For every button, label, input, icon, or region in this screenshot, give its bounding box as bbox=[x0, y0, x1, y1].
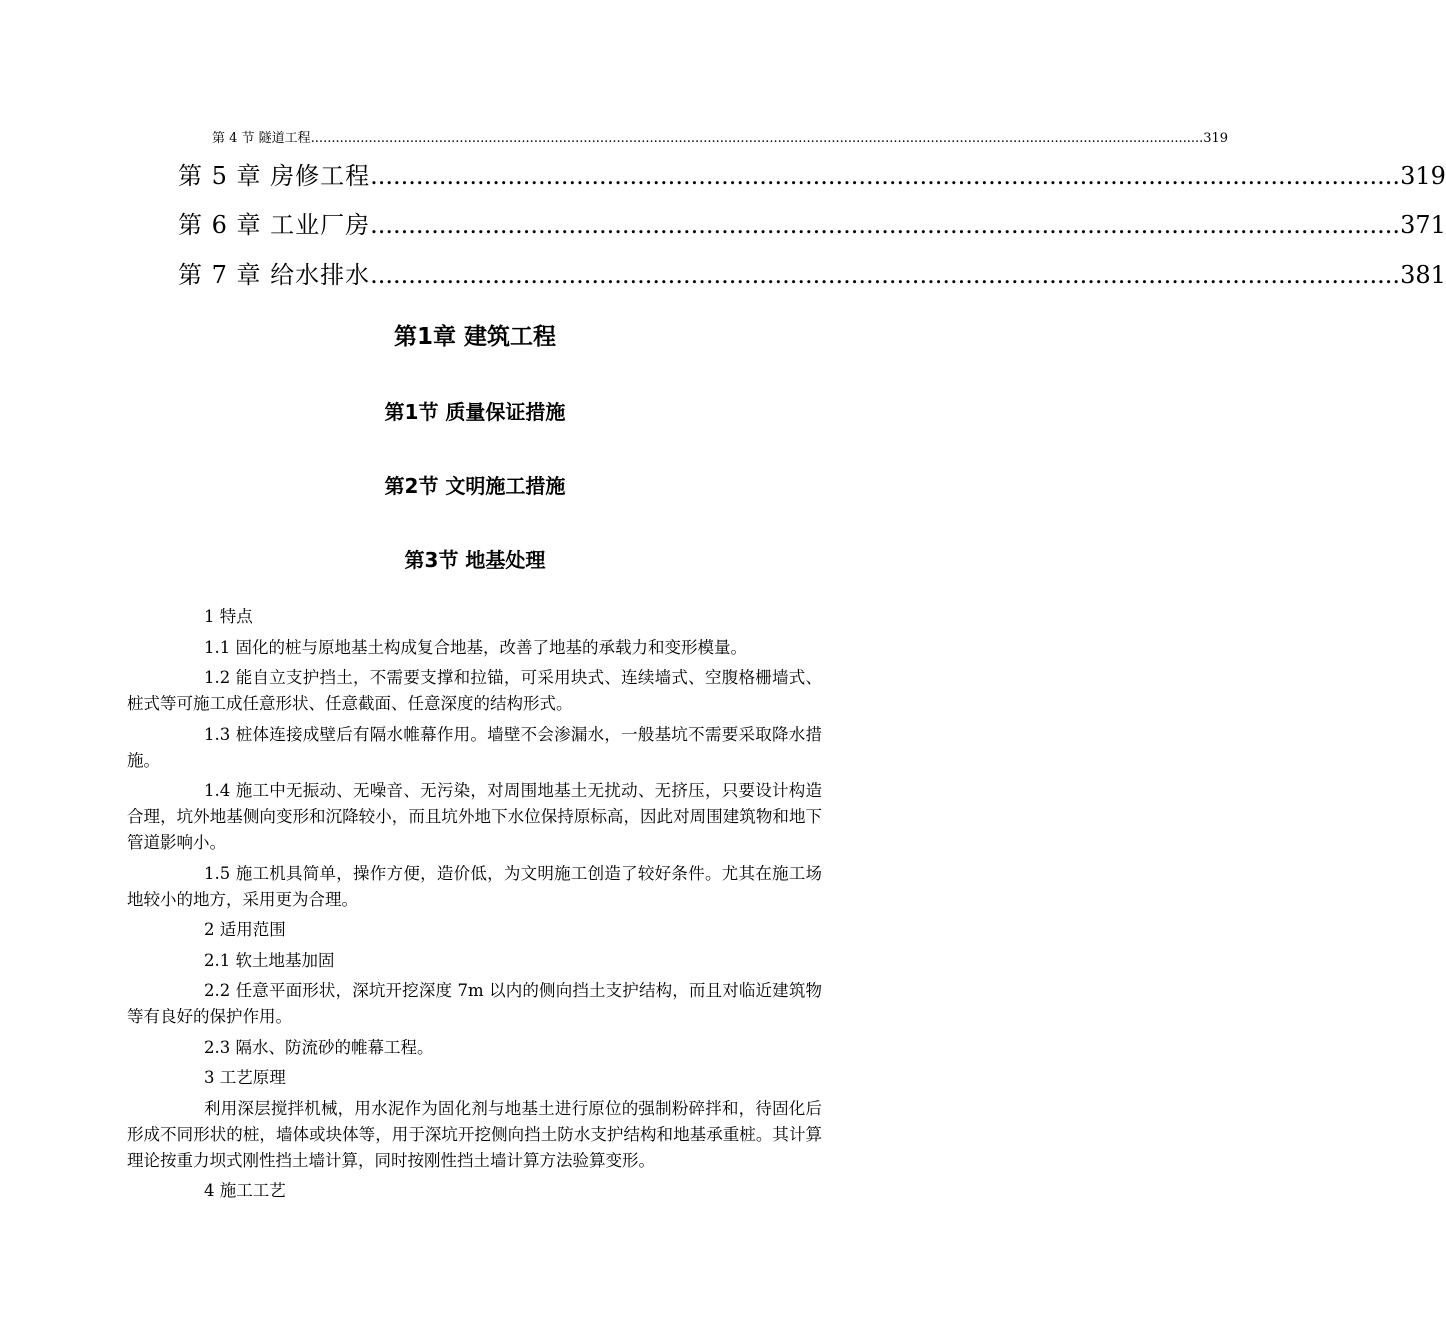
toc-entry-page: 371 bbox=[1400, 211, 1446, 239]
paragraph: 2 适用范围 bbox=[204, 920, 286, 939]
paragraph: 4 施工工艺 bbox=[204, 1181, 286, 1200]
toc-entry-label: 第 5 章 房修工程 bbox=[178, 162, 371, 190]
section-heading: 第3节 地基处理 bbox=[404, 548, 546, 572]
paragraph: 1.2 能自立支护挡土，不需要支撑和拉锚，可采用块式、连续墙式、空腹格栅墙式、桩式等可施工成任意形状、任意截面、任意深度的结构形式。 bbox=[127, 668, 822, 713]
toc-entry-label: 第 6 章 工业厂房 bbox=[178, 211, 371, 239]
toc-chapter-entry[interactable] bbox=[178, 205, 1446, 245]
paragraph: 1.3 桩体连接成壁后有隔水帷幕作用。墙壁不会渗漏水，一般基坑不需要采取降水措施。 bbox=[127, 724, 822, 770]
body-text bbox=[127, 604, 822, 1209]
toc-chapter-entry[interactable] bbox=[178, 255, 1446, 295]
toc-entry-label: 第 4 节 隧道工程 bbox=[212, 131, 311, 146]
paragraph: 2.2 任意平面形状，深坑开挖深度 7m 以内的侧向挡土支护结构，而且对临近建筑物等有良好的保护作用。 bbox=[127, 981, 822, 1026]
paragraph: 1 特点 bbox=[204, 607, 253, 626]
paragraph: 1.5 施工机具简单，操作方便，造价低，为文明施工创造了较好条件。尤其在施工场地较小的地方，采用更为合理。 bbox=[127, 863, 822, 909]
toc-entry-page: 381 bbox=[1400, 261, 1446, 289]
section-heading: 第2节 文明施工措施 bbox=[384, 474, 566, 498]
section-heading: 第1节 质量保证措施 bbox=[384, 400, 566, 424]
paragraph: 利用深层搅拌机械，用水泥作为固化剂与地基土进行原位的强制粉碎拌和，待固化后形成不同形状的桩，墙体或块体等，用于深坑开挖侧向挡土防水支护结构和地基承重桩。其计算理论按重力坝式刚性挡土墙计算，同时按刚性挡土墙计算方法验算变形。 bbox=[127, 1098, 822, 1170]
toc-section-entry[interactable] bbox=[212, 127, 1229, 147]
toc-leader-dots: ....................................................................................................................................... bbox=[370, 211, 1401, 239]
toc-chapter-entry[interactable] bbox=[178, 156, 1446, 196]
toc-leader-dots: ....................................................................................................................................... bbox=[370, 261, 1401, 289]
toc-entry-page: 319 bbox=[1400, 162, 1446, 190]
toc-entry-page: 319 bbox=[1203, 131, 1229, 146]
paragraph: 1.1 固化的桩与原地基土构成复合地基，改善了地基的承载力和变形模量。 bbox=[204, 637, 747, 657]
paragraph: 3 工艺原理 bbox=[204, 1068, 286, 1087]
paragraph: 2.1 软土地基加固 bbox=[204, 950, 335, 970]
paragraph: 2.3 隔水、防流砂的帷幕工程。 bbox=[204, 1037, 434, 1057]
toc-entry-label: 第 7 章 给水排水 bbox=[178, 261, 371, 289]
paragraph: 1.4 施工中无振动、无噪音、无污染，对周围地基土无扰动、无挤压，只要设计构造合理，坑外地基侧向变形和沉降较小，而且坑外地下水位保持原标高，因此对周围建筑物和地下管道影响小。 bbox=[127, 781, 822, 852]
toc-leader-dots: ....................................................................................................................................... bbox=[370, 162, 1401, 190]
toc-leader-dots: ........................................................................................................................................................................................................................ bbox=[310, 131, 1204, 146]
chapter-heading: 第1章 建筑工程 bbox=[393, 324, 556, 350]
